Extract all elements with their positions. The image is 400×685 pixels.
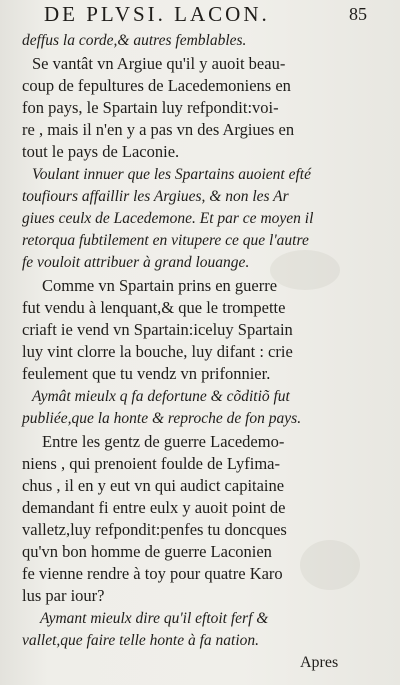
text-line	[0, 630, 400, 652]
text-line	[0, 341, 400, 363]
line-text: fon pays, le Spartain luy refpondit:voi-	[22, 98, 279, 117]
text-line	[0, 164, 400, 186]
line-text: valletz,luy refpondit:penfes tu doncques	[22, 520, 287, 539]
line-text: tout le pays de Laconie.	[22, 142, 180, 161]
text-line	[0, 30, 400, 52]
text-line	[0, 519, 400, 541]
line-text: Aymant mieulx dire qu'il eftoit ferf &	[40, 610, 269, 627]
line-text: fe vouloit attribuer à grand louange.	[22, 254, 250, 271]
line-text: criaft ie vend vn Spartain:iceluy Spartain	[22, 320, 293, 339]
text-line	[0, 119, 400, 141]
line-text: lus par iour?	[22, 586, 105, 605]
text-line	[0, 541, 400, 563]
text-line	[0, 363, 400, 385]
line-text: luy vint clorre la bouche, luy difant : crie	[22, 342, 293, 361]
line-text: publiée,que la honte & reproche de fon pays.	[22, 410, 302, 427]
running-head-title: DE PLVSI. LACON.	[44, 2, 270, 26]
text-line	[0, 319, 400, 341]
line-text: deffus la corde,& autres femblables.	[22, 32, 247, 49]
text-line	[0, 297, 400, 319]
text-line	[0, 230, 400, 252]
catchword-line	[0, 652, 400, 674]
line-text: chus , il en y eut vn qui audict capitaine	[22, 476, 285, 495]
line-text: Entre les gentz de guerre Lacedemo-	[42, 432, 285, 451]
running-head	[0, 2, 400, 26]
text-line	[0, 252, 400, 274]
text-line	[0, 97, 400, 119]
line-text: fe vienne rendre à toy pour quatre Karo	[22, 564, 283, 583]
line-text: vallet,que faire telle honte à fa nation.	[22, 632, 260, 649]
line-text: fut vendu à lenquant,& que le trompette	[22, 298, 286, 317]
text-line	[0, 53, 400, 75]
text-line	[0, 585, 400, 607]
line-text: coup de fepultures de Lacedemoniens en	[22, 76, 291, 95]
text-line	[0, 563, 400, 585]
text-line	[0, 386, 400, 408]
line-text: Voulant innuer que les Spartains auoient efté	[32, 166, 311, 183]
line-text: qu'vn bon homme de guerre Laconien	[22, 542, 272, 561]
line-text: re , mais il n'en y a pas vn des Argiues en	[22, 120, 295, 139]
text-line	[0, 408, 400, 430]
text-line	[0, 186, 400, 208]
text-line	[0, 275, 400, 297]
line-text: demandant fi entre eulx y auoit point de	[22, 498, 286, 517]
catchword: Apres	[300, 654, 339, 671]
line-text: retorqua fubtilement en vitupere ce que l'autre	[22, 232, 309, 249]
text-line	[0, 608, 400, 630]
text-line	[0, 475, 400, 497]
text-line	[0, 497, 400, 519]
line-text: Aymât mieulx q fa defortune & cõditiõ fut	[32, 388, 290, 405]
text-line	[0, 453, 400, 475]
line-text: toufiours affaillir les Argiues, & non les Ar	[22, 188, 289, 205]
line-text: giues ceulx de Lacedemone. Et par ce moyen il	[22, 210, 314, 227]
line-text: niens , qui prenoient foulde de Lyfima-	[22, 454, 280, 473]
line-text: Comme vn Spartain prins en guerre	[42, 276, 278, 295]
text-line	[0, 208, 400, 230]
text-line	[0, 431, 400, 453]
page-number: 85	[349, 4, 367, 24]
line-text: Se vantât vn Argiue qu'il y auoit beau-	[32, 54, 286, 73]
text-line	[0, 141, 400, 163]
text-line	[0, 75, 400, 97]
line-text: feulement que tu vendz vn prifonnier.	[22, 364, 271, 383]
